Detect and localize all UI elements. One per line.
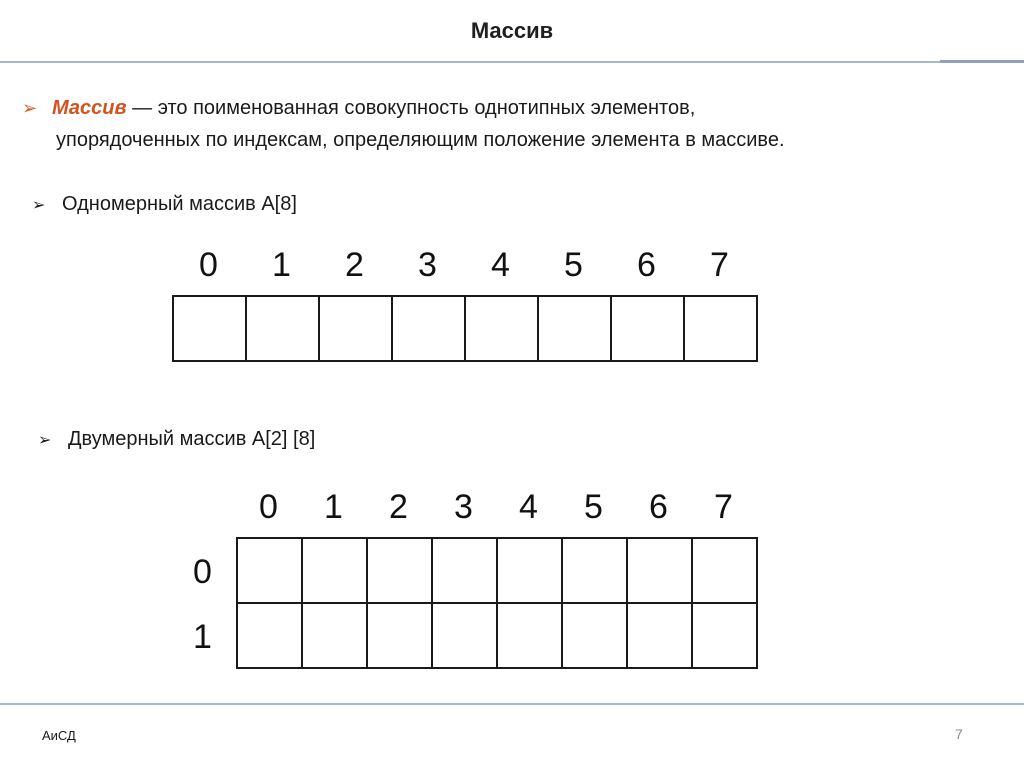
one-dim-index-row [172, 246, 756, 285]
two-dim-label: Двумерный массив А[2] [8] [68, 428, 316, 450]
array-cell [627, 538, 692, 603]
array-cell [302, 538, 367, 603]
two-dim-bullet [38, 428, 315, 451]
array-cell [497, 538, 562, 603]
index-label: 3 [418, 246, 437, 284]
array-cell [684, 296, 757, 361]
two-dim-array-grid [236, 537, 758, 669]
array-cell [319, 296, 392, 361]
footer-divider [0, 703, 1024, 705]
array-cell [465, 296, 538, 361]
array-row [237, 538, 757, 603]
array-cell [562, 603, 627, 668]
col-index-label: 2 [389, 488, 408, 526]
array-cell [367, 538, 432, 603]
array-cell [497, 603, 562, 668]
index-label: 1 [272, 246, 291, 284]
header-divider [0, 61, 1024, 63]
row-index-label: 1 [193, 618, 212, 656]
array-cell [246, 296, 319, 361]
definition-text-line1: — это поименованная совокупность однотипных элементов, [126, 97, 696, 119]
col-index-label: 5 [584, 488, 603, 526]
array-cell [562, 538, 627, 603]
definition-bullet [22, 92, 1012, 156]
array-cell [692, 538, 757, 603]
one-dim-array-grid [172, 295, 758, 362]
footer-course: АиСД [42, 728, 76, 743]
one-dim-bullet [32, 193, 297, 216]
array-cell [627, 603, 692, 668]
array-cell [367, 603, 432, 668]
col-index-label: 1 [324, 488, 343, 526]
array-cell [432, 603, 497, 668]
arrow-bullet-icon: ➢ [32, 197, 46, 214]
index-label: 5 [564, 246, 583, 284]
array-row [173, 296, 757, 361]
index-label: 2 [345, 246, 364, 284]
definition-text-line2: упорядоченных по индексам, определяющим положение элемента в массиве. [56, 129, 785, 151]
index-label: 0 [199, 246, 218, 284]
array-cell [302, 603, 367, 668]
array-cell [173, 296, 246, 361]
array-cell [432, 538, 497, 603]
one-dim-label: Одномерный массив А[8] [62, 193, 297, 215]
index-label: 6 [637, 246, 656, 284]
arrow-bullet-icon: ➢ [22, 98, 38, 118]
two-dim-col-index-row [236, 488, 756, 527]
col-index-label: 7 [714, 488, 733, 526]
col-index-label: 3 [454, 488, 473, 526]
header-divider-accent [940, 60, 1024, 63]
array-cell [392, 296, 465, 361]
array-cell [692, 603, 757, 668]
arrow-bullet-icon: ➢ [38, 432, 52, 449]
definition-term: Массив [52, 97, 127, 119]
col-index-label: 6 [649, 488, 668, 526]
page-number: 7 [955, 726, 963, 742]
index-label: 4 [491, 246, 510, 284]
array-cell [538, 296, 611, 361]
array-cell [237, 538, 302, 603]
array-cell [611, 296, 684, 361]
col-index-label: 0 [259, 488, 278, 526]
row-index-label: 0 [193, 553, 212, 591]
index-label: 7 [710, 246, 729, 284]
array-cell [237, 603, 302, 668]
array-row [237, 603, 757, 668]
col-index-label: 4 [519, 488, 538, 526]
slide-title: Массив [470, 18, 554, 43]
